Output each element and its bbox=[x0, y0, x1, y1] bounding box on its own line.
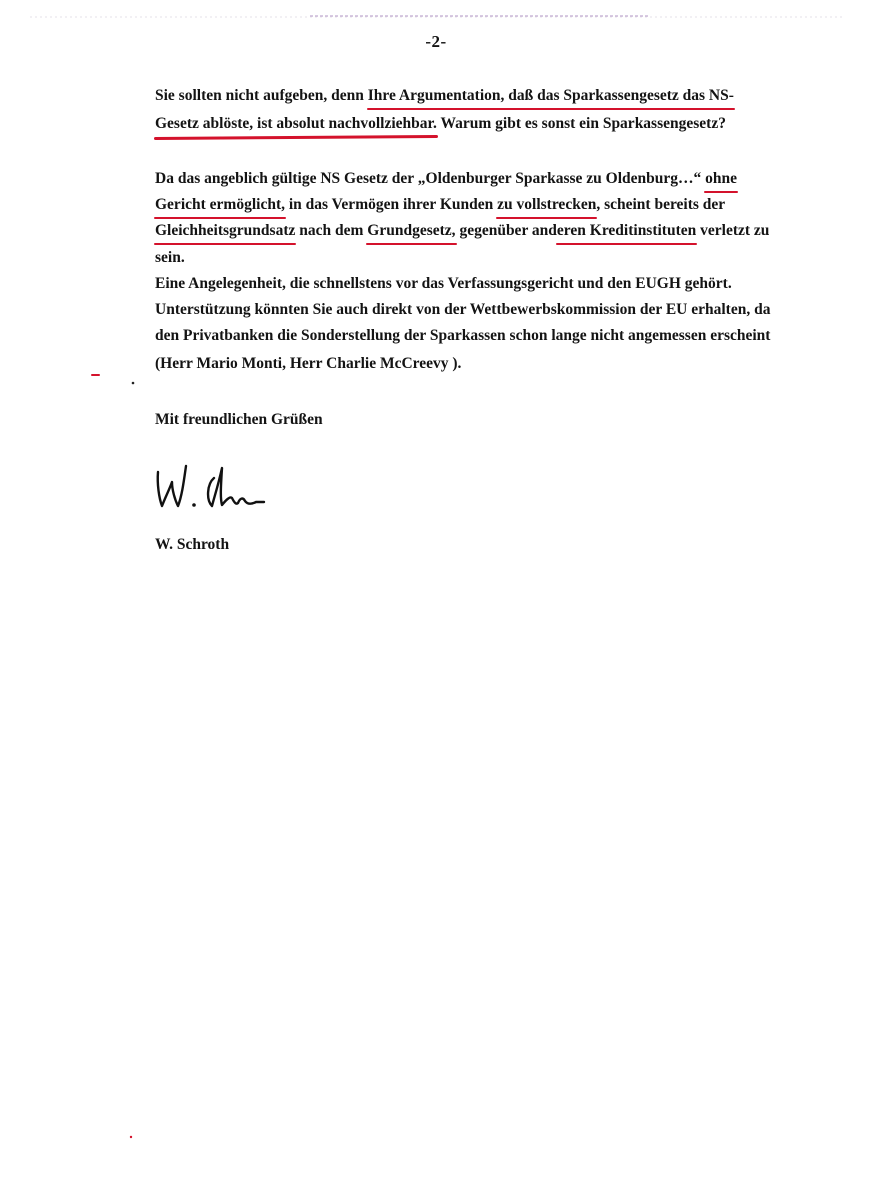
paragraph-1-line-2 bbox=[155, 114, 726, 134]
handwritten-signature bbox=[152, 458, 272, 518]
paragraph-2-line-2 bbox=[155, 195, 725, 215]
highlighted-phrase: eren Kreditinstituten bbox=[556, 222, 697, 239]
paragraph-2-line-1 bbox=[155, 169, 737, 189]
highlighted-phrase: zu vollstrecken bbox=[497, 196, 597, 213]
paragraph-2-line-5: Eine Angelegenheit, die schnellstens vor das Verfassungsgericht und den EUGH gehört. bbox=[155, 275, 732, 292]
red-stray-mark bbox=[90, 372, 102, 378]
paragraph-2-line-7: den Privatbanken die Sonderstellung der Sparkassen schon lange nicht angemessen erscheint bbox=[155, 327, 771, 344]
highlighted-phrase: ohne bbox=[705, 170, 738, 187]
paragraph-2-line-8: (Herr Mario Monti, Herr Charlie McCreevy ). bbox=[155, 355, 462, 372]
text-segment: verletzt zu bbox=[696, 222, 770, 239]
text-segment: Warum gibt es sonst ein Sparkassengesetz? bbox=[436, 115, 726, 132]
page-number: -2- bbox=[425, 32, 447, 51]
paragraph-2-line-4: sein. bbox=[155, 249, 185, 266]
paragraph-2-line-3 bbox=[155, 221, 769, 241]
highlighted-phrase: Grundgesetz, bbox=[367, 222, 456, 239]
highlighted-phrase: Gesetz ablöste, ist absolut nachvollziehbar. bbox=[155, 115, 437, 132]
red-speck bbox=[128, 1134, 134, 1140]
text-segment: gegenüber and bbox=[455, 222, 557, 239]
ink-dot bbox=[130, 380, 136, 386]
signer-name: W. Schroth bbox=[155, 536, 230, 553]
text-segment: nach dem bbox=[295, 222, 368, 239]
paragraph-2-line-6: Unterstützung könnten Sie auch direkt von der Wettbewerbskommission der EU erhalten, da bbox=[155, 301, 771, 318]
text-segment: Da das angeblich gültige NS Gesetz der „Oldenburger Sparkasse zu Oldenburg…“ bbox=[155, 170, 706, 187]
text-segment: , scheint bereits der bbox=[596, 196, 726, 213]
scan-edge-artifact bbox=[30, 14, 842, 20]
highlighted-phrase: Gleichheitsgrundsatz bbox=[155, 222, 296, 239]
paragraph-1-line-1 bbox=[155, 86, 734, 106]
text-segment: Sie sollten nicht aufgeben, denn bbox=[155, 87, 368, 104]
closing-greeting: Mit freundlichen Grüßen bbox=[155, 411, 323, 428]
highlighted-phrase: Ihre Argumentation, daß das Sparkassengesetz das NS- bbox=[367, 87, 734, 104]
text-segment: in das Vermögen ihrer Kunden bbox=[284, 196, 498, 213]
highlighted-phrase: Gericht ermöglicht, bbox=[155, 196, 285, 213]
